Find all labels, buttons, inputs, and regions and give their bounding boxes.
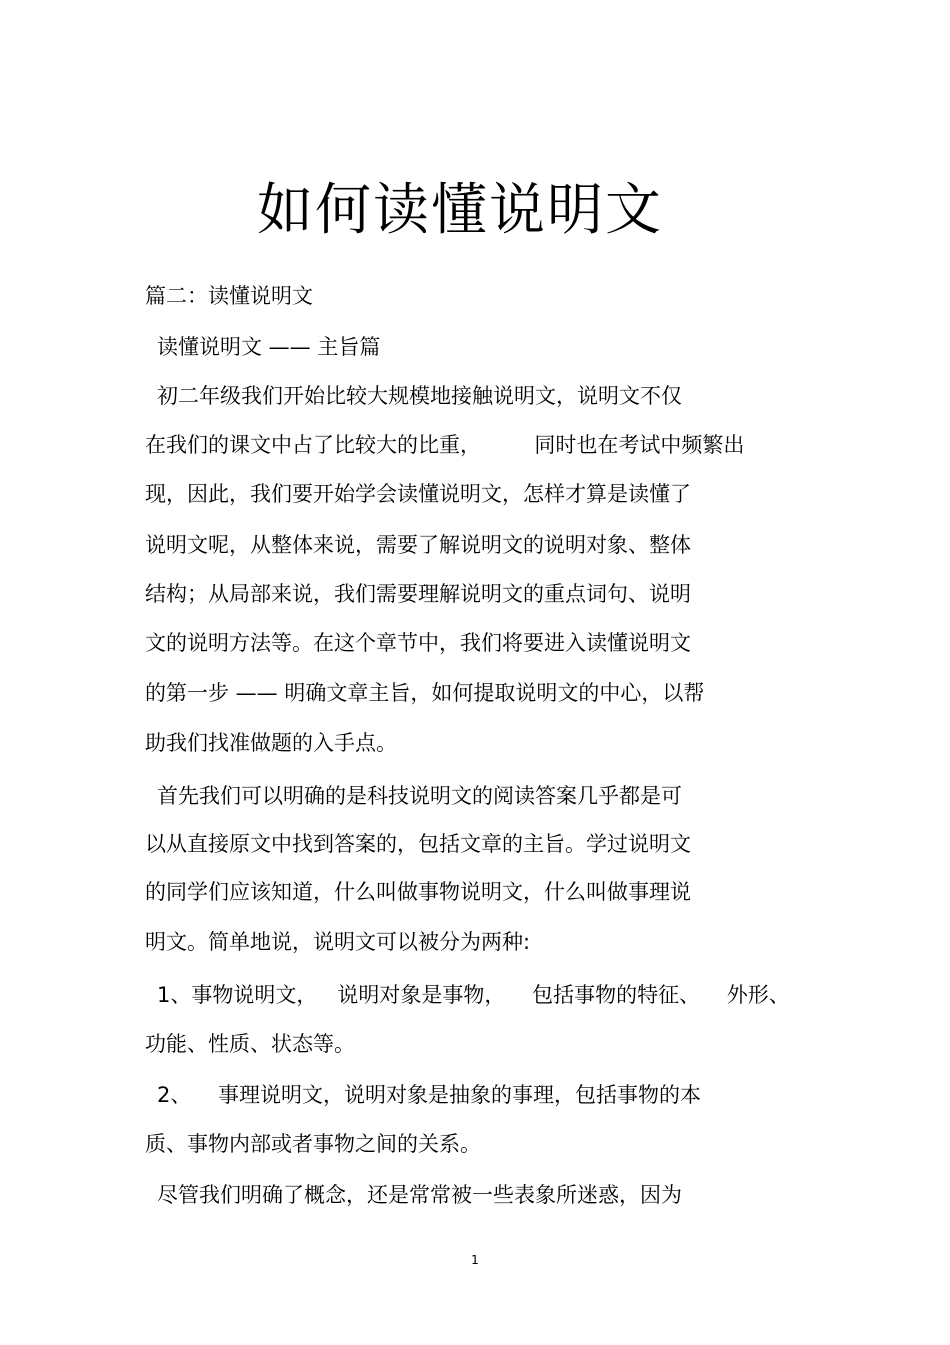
- paragraph-line: 说明文呢，从整体来说，需要了解说明文的说明对象、整体: [145, 533, 691, 557]
- paragraph-line: 的第一步 —— 明确文章主旨，如何提取说明文的中心，以帮: [145, 681, 705, 705]
- paragraph-line: 首先我们可以明确的是科技说明文的阅读答案几乎都是可: [157, 784, 682, 808]
- list-item-1: 1、事物说明文， 说明对象是事物， 包括事物的特征、 外形、: [157, 983, 790, 1007]
- section-heading: 篇二：读懂说明文: [145, 284, 313, 308]
- paragraph-line: 尽管我们明确了概念，还是常常被一些表象所迷惑，因为: [157, 1183, 682, 1207]
- subsection-heading: 读懂说明文 —— 主旨篇: [157, 335, 381, 359]
- paragraph-line: 初二年级我们开始比较大规模地接触说明文，说明文不仅: [157, 384, 682, 408]
- paragraph-line: 结构；从局部来说，我们需要理解说明文的重点词句、说明: [145, 582, 691, 606]
- document-title: 如何读懂说明文: [257, 178, 663, 243]
- paragraph-line: 明文。简单地说，说明文可以被分为两种:: [145, 930, 531, 954]
- list-item-1-continued: 功能、性质、状态等。: [145, 1032, 355, 1056]
- list-item-2-continued: 质、事物内部或者事物之间的关系。: [145, 1132, 481, 1156]
- paragraph-line: 文的说明方法等。在这个章节中，我们将要进入读懂说明文: [145, 631, 691, 655]
- list-item-2: 2、 事理说明文，说明对象是抽象的事理，包括事物的本: [157, 1083, 702, 1107]
- paragraph-line: 的同学们应该知道，什么叫做事物说明文，什么叫做事理说: [145, 880, 691, 904]
- paragraph-line: 以从直接原文中找到答案的，包括文章的主旨。学过说明文: [145, 832, 691, 856]
- paragraph-line: 在我们的课文中占了比较大的比重， 同时也在考试中频繁出: [145, 433, 745, 457]
- paragraph-line: 现，因此，我们要开始学会读懂说明文，怎样才算是读懂了: [145, 482, 691, 506]
- page-number: 1: [471, 1253, 479, 1267]
- paragraph-line: 助我们找准做题的入手点。: [145, 731, 397, 755]
